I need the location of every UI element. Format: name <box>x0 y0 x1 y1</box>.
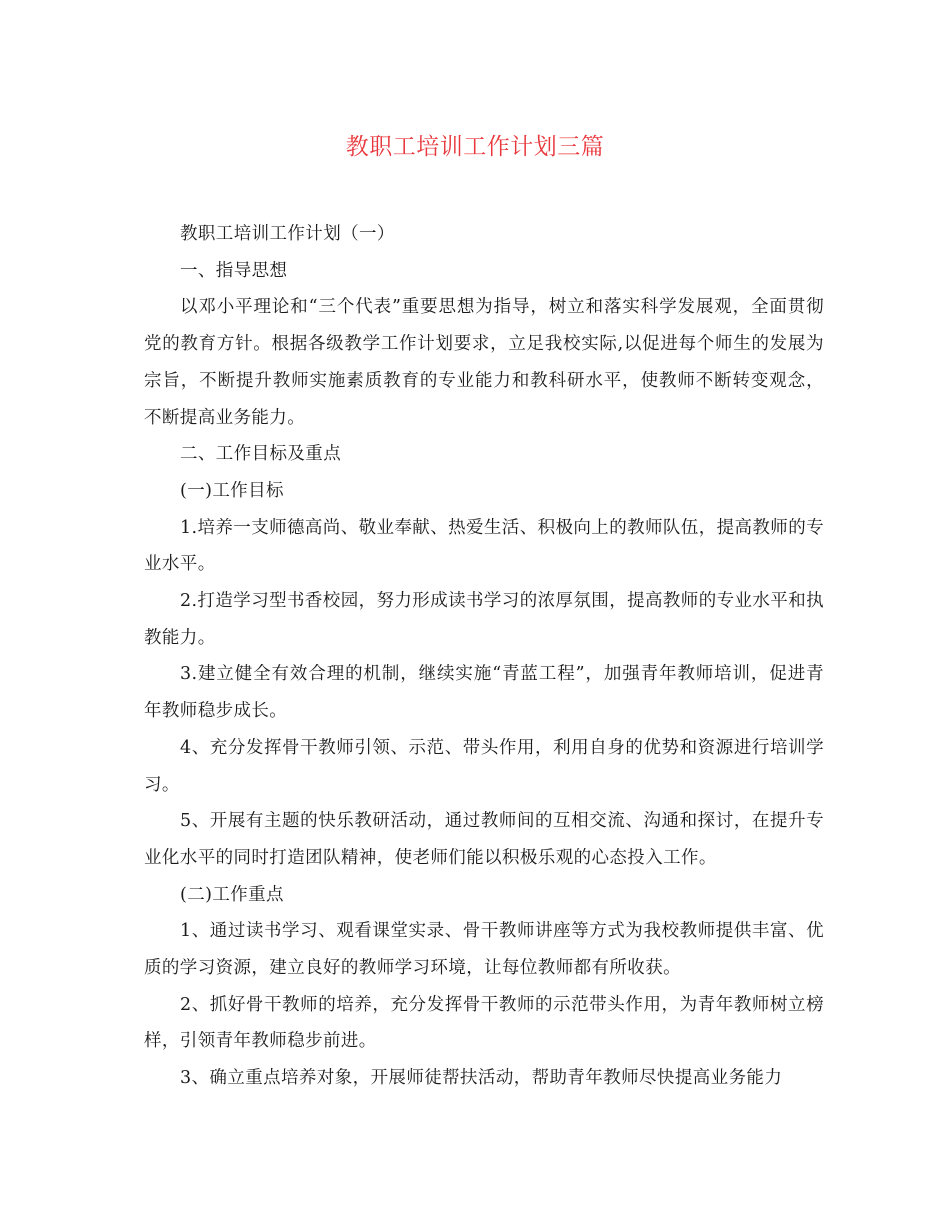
goal-item-3: 3.建立健全有效合理的机制，继续实施“青蓝工程”，加强青年教师培训，促进青年教师稳步成长。 <box>144 664 824 722</box>
goal-item-2: 2.打造学习型书香校园，努力形成读书学习的浓厚氛围，提高教师的专业水平和执教能力。 <box>144 591 824 648</box>
paragraph-guiding-ideology: 以邓小平理论和“三个代表”重要思想为指导，树立和落实科学发展观，全面贯彻党的教育方针。根据各级教学工作计划要求，立足我校实际,以促进每个师生的发展为宗旨，不断提升教师实施素质教育的专业能力和教科研水平，使教师不断转变观念，不断提高业务能力。 <box>144 297 824 428</box>
goal-item-4: 4、充分发挥骨干教师引领、示范、带头作用，利用自身的优势和资源进行培训学习。 <box>144 737 824 795</box>
focus-item-2: 2、抓好骨干教师的培养，充分发挥骨干教师的示范带头作用，为青年教师树立榜样，引领青年教师稳步前进。 <box>144 994 824 1052</box>
document-body <box>144 216 824 1097</box>
section-heading-plan-one: 教职工培训工作计划（一） <box>180 224 395 244</box>
goal-item-5: 5、开展有主题的快乐教研活动，通过教师间的互相交流、沟通和探讨，在提升专业化水平的同时打造团队精神，使老师们能以积极乐观的心态投入工作。 <box>144 811 824 868</box>
document-title: 教职工培训工作计划三篇 <box>345 134 605 160</box>
goal-item-1: 1.培养一支师德高尚、敬业奉献、热爱生活、积极向上的教师队伍，提高教师的专业水平。 <box>144 517 824 575</box>
focus-item-1: 1、通过读书学习、观看课堂实录、骨干教师讲座等方式为我校教师提供丰富、优质的学习资源，建立良好的教师学习环境，让每位教师都有所收获。 <box>144 921 824 979</box>
focus-item-3: 3、确立重点培养对象，开展师徒帮扶活动，帮助青年教师尽快提高业务能力 <box>180 1068 783 1089</box>
heading-goals-and-focus: 二、工作目标及重点 <box>180 444 342 465</box>
heading-guiding-ideology: 一、指导思想 <box>180 260 288 281</box>
subheading-work-goals: (一)工作目标 <box>180 480 284 501</box>
subheading-work-focus: (二)工作重点 <box>180 884 284 905</box>
